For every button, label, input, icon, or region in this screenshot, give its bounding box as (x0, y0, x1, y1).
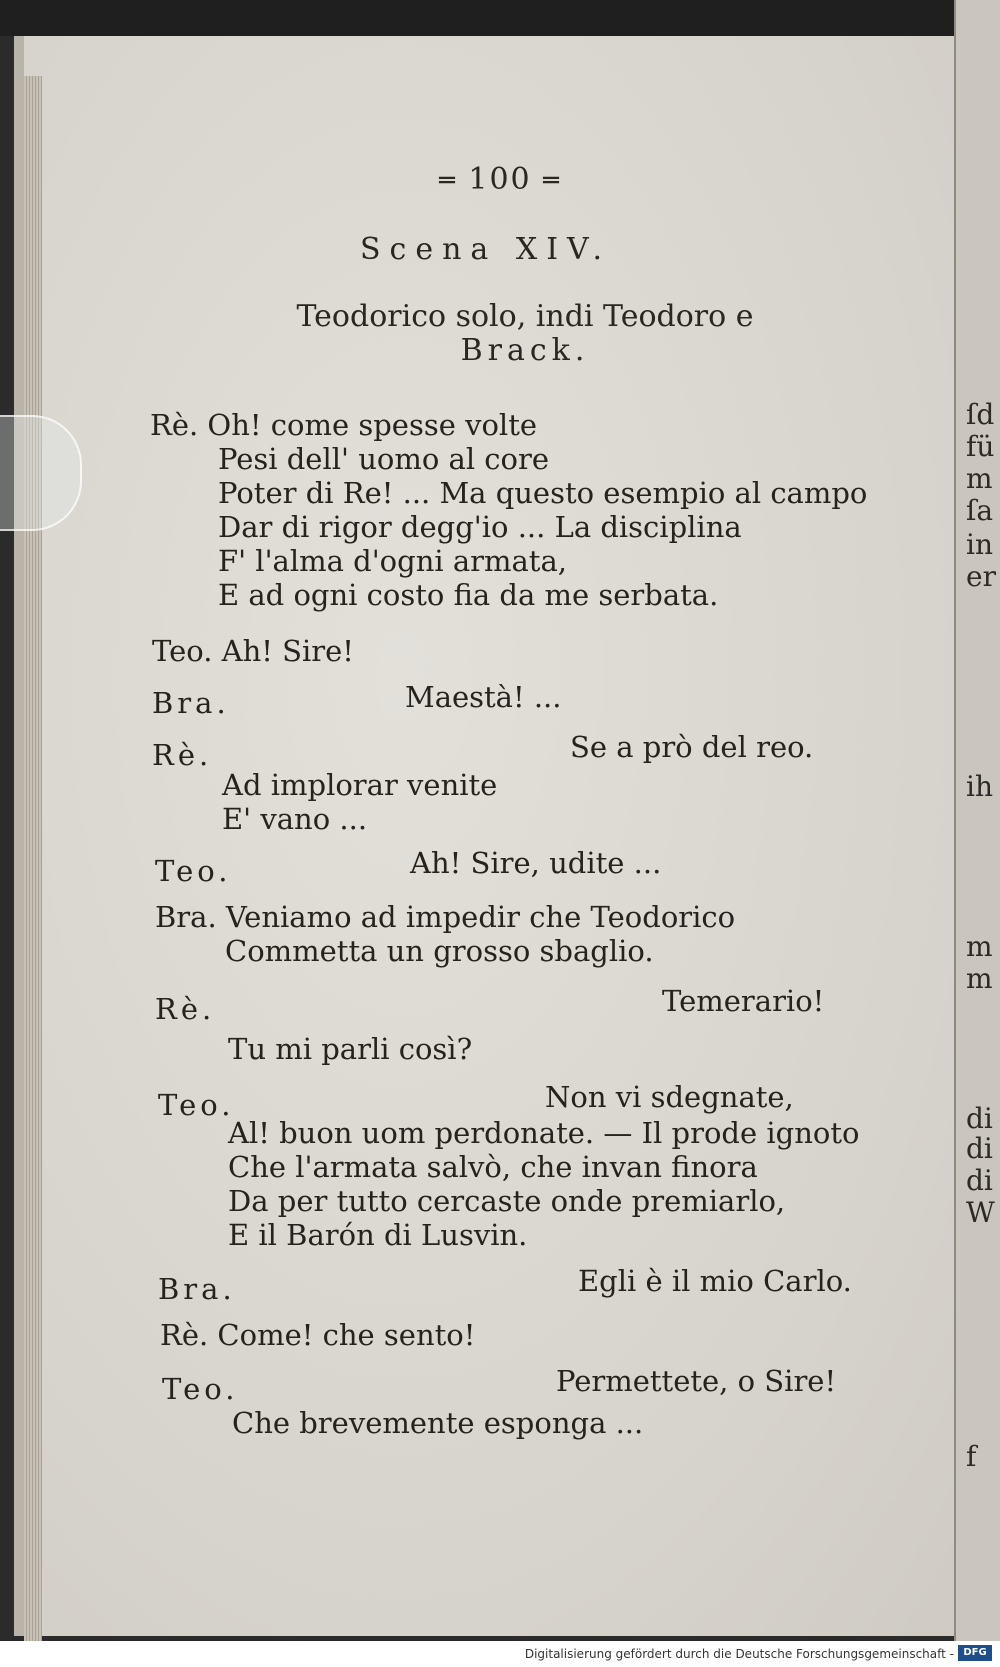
facing-page-fragment: fü (966, 430, 995, 463)
verse-line: Egli è il mio Carlo. (578, 1264, 852, 1298)
verse-line: Temerario! (662, 984, 825, 1018)
speaker-label: Bra. (158, 1272, 236, 1306)
facing-page-fragment: m (966, 930, 993, 963)
facing-page-fragment: ih (966, 770, 993, 803)
header-ornament: ═ (439, 166, 457, 196)
footer-credit: Digitalisierung gefördert durch die Deutsche Forschungsgemeinschaft - (524, 1647, 954, 1661)
verse-line: Dar di rigor degg'io ... La disciplina (218, 510, 742, 544)
verse-line: Se a prò del reo. (570, 730, 814, 764)
verse-line: E ad ogni costo fia da me serbata. (218, 578, 719, 612)
verse-line: E' vano ... (222, 802, 368, 836)
digitization-footer (0, 1641, 1000, 1667)
verse-line: Tu mi parli così? (228, 1032, 473, 1066)
speaker-label: Rè. (152, 738, 213, 772)
facing-page-fragment: m (966, 462, 993, 495)
speaker-label: Rè. (155, 992, 216, 1026)
speaker-label: Teo. (158, 1088, 235, 1122)
verse-line: Non vi sdegnate, (545, 1080, 794, 1114)
header-ornament: ═ (543, 166, 561, 196)
facing-page-fragment: m (966, 962, 993, 995)
scanner-background (0, 0, 1000, 36)
verse-line: Rè. Come! che sento! (160, 1318, 476, 1352)
verse-line: Poter di Re! ... Ma questo esempio al campo (218, 476, 868, 510)
facing-page-fragment: f (966, 1440, 977, 1473)
verse-line: Pesi dell' uomo al core (218, 442, 550, 476)
verse-line: Al! buon uom perdonate. — Il prode ignoto (228, 1116, 860, 1150)
page-clip (0, 415, 82, 531)
facing-page-fragment: ſd (966, 398, 995, 431)
scene-persons (205, 300, 845, 368)
verse-line: Maestà! ... (405, 680, 562, 714)
dfg-logo: DFG (958, 1645, 992, 1661)
persons-line: Teodorico solo, indi Teodoro e (296, 299, 754, 334)
facing-page-fragment: in (966, 528, 993, 561)
scene-title: Scena XIV. (360, 232, 612, 267)
speaker-label: Teo. (155, 854, 232, 888)
verse-line: Commetta un grosso sbaglio. (225, 934, 654, 968)
verse-line: Che brevemente esponga ... (232, 1406, 644, 1440)
verse-line: Rè. Oh! come spesse volte (150, 408, 538, 442)
facing-page-fragment: ſa (966, 494, 994, 527)
verse-line: E il Barón di Lusvin. (228, 1218, 528, 1252)
verse-line: Ad implorar venite (222, 768, 498, 802)
facing-page-edge (954, 0, 1000, 1660)
page-edges (24, 76, 42, 1656)
verse-line: Ah! Sire, udite ... (410, 846, 662, 880)
verse-line: Bra. Veniamo ad impedir che Teodorico (155, 900, 736, 934)
verse-line: Da per tutto cercaste onde premiarlo, (228, 1184, 786, 1218)
verse-line: Che l'armata salvò, che invan finora (228, 1150, 758, 1184)
facing-page-fragment: di (966, 1132, 993, 1165)
facing-page-fragment: di (966, 1102, 993, 1135)
facing-page-fragment: W (966, 1196, 995, 1229)
page-number: 100 (468, 162, 532, 197)
facing-page-fragment: er (966, 560, 996, 593)
verse-line: Teo. Ah! Sire! (152, 634, 354, 668)
speaker-label: Teo. (162, 1372, 239, 1406)
speaker-label: Bra. (152, 686, 230, 720)
verse-line: Permettete, o Sire! (556, 1364, 837, 1398)
verse-line: F' l'alma d'ogni armata, (218, 544, 567, 578)
page-header (0, 162, 1000, 197)
persons-line: Brack. (460, 333, 590, 368)
facing-page-fragment: di (966, 1164, 993, 1197)
